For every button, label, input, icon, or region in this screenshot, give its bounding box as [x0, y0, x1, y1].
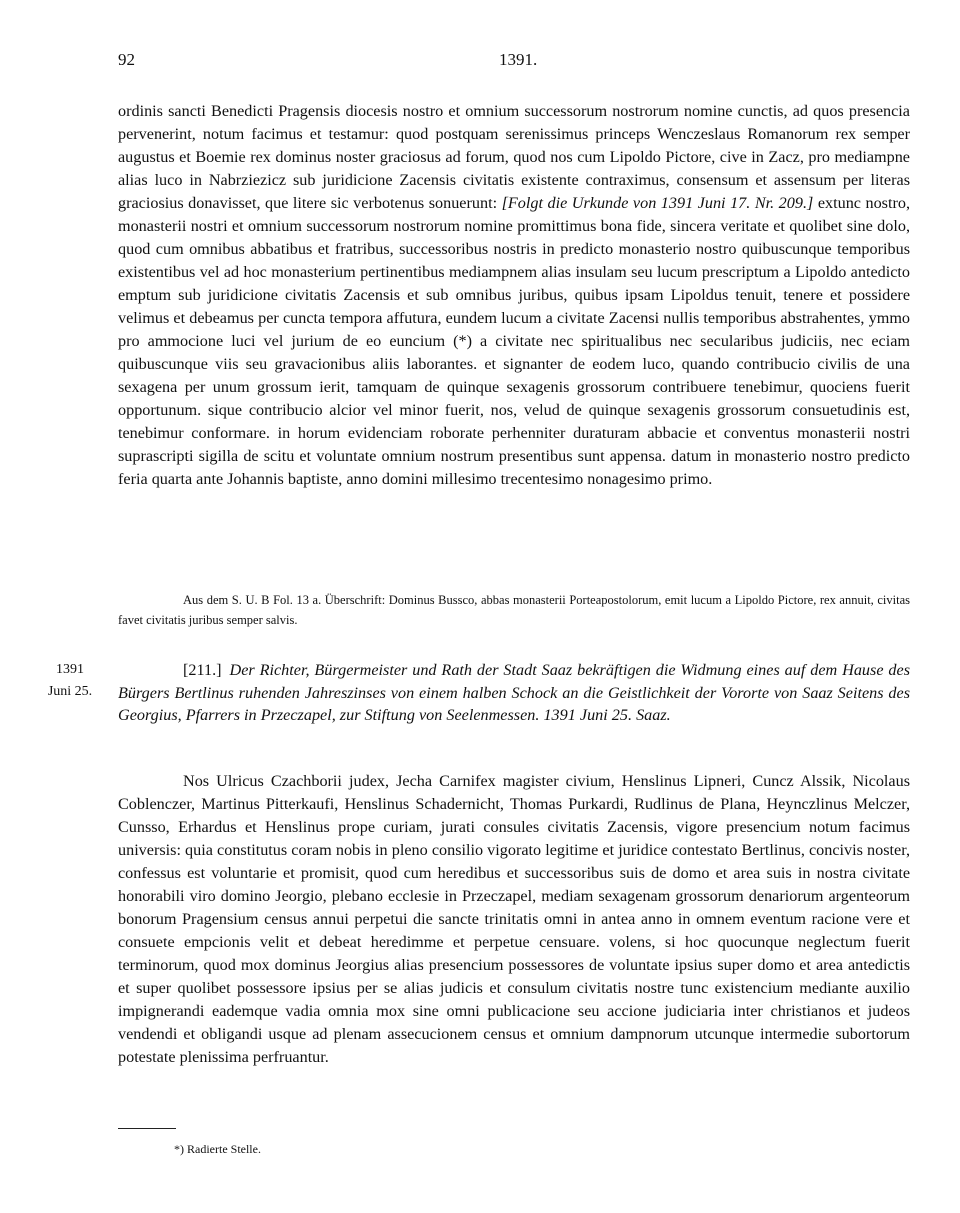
footnote-rule — [118, 1128, 176, 1129]
page-year-heading: 1391. — [499, 50, 538, 69]
page-number: 92 — [118, 50, 135, 69]
margin-day: Juni 25. — [47, 684, 93, 699]
margin-year: 1391 — [56, 662, 84, 677]
document-211-text: Nos Ulricus Czachborii judex, Jecha Carnifex magister civium, Henslinus Lipneri, Cuncz Alssik, Nicolaus Coblenczer, Martinus Pitterkaufi, Henslinus Schadernicht, Thomas Purkardi, Rudlinus de Plana, Heynczlinus Melczer, Cunsso, Erhardus et Henslinus prope curiam, jurati consules civitatis Zacensis, vigore presencium notum facimus universis: quia constitutus coram nobis in pleno consilio vigorato legitime et juridice contestato Bertlinus, concivis noster, confessus est voluntarie et promisit, quod cum heredibus et successoribus suis de domo et area suis in nostra civitate honorabili viro domino Jeorgio, plebano ecclesie in Przeczapel, mediam sexagenam grossorum denariorum argenteorum bonorum Pragensium census annui perpetui die sancte trinitatis omni in antea anno in omnem eventum racione vere et consuete empcionis velit et debeat heredimme et perpetue censuare. volens, si hoc quocunque neglectum fuerit terminorum, quod mox dominus Jeorgius alias presencium possessores de voluntate ipsius super domo et area antedictis et super quolibet possessore ipsius per se alias judicis et consulum civitatis nostre tunc existencium mediante auxilio impignerandi eademque vadia omnia mox sine omni publicacione seu accione judiciaria inter christianos et judeos vendendi et obligandi usque ad plenam assecucionem census et omnium dampnorum utcunque intermedie subortorum potestate plenissima perfruantur. — [118, 772, 910, 1066]
charter-body-text — [118, 100, 910, 491]
charter-text-part1: ordinis sancti Benedicti Pragensis diocesis nostro et omnium successorum nostrorum nomine cunctis, ad quos presencia pervenerint, notum facimus et testamur: quod postquam serenissimus princeps Wenczeslaus Romanorum rex semper augustus et Boemie rex dominus noster graciosus ad forum, quod nos cum Lipoldo Pictore, cive in Zacz, pro mediampne alias luco in Nabrziezicz sub juridicione Zacensis civitatis existente contraximus, consensum et assensum per literas graciosius donavisset, que litere sic verbotenus sonuerunt: — [118, 102, 910, 212]
editorial-note: [Folgt die Urkunde von 1391 Juni 17. Nr. 209.] — [501, 194, 814, 212]
running-head — [118, 50, 912, 74]
footnote: *) Radierte Stelle. — [174, 1142, 261, 1156]
source-note: Aus dem S. U. B Fol. 13 a. Überschrift: Dominus Bussco, abbas monasterii Porteapostolorum, emit lucum a Lipoldo Pictore, rex annuit, civitas favet civitatis juribus semper salvis. — [118, 593, 910, 627]
margin-date — [30, 659, 110, 703]
regest-text: Der Richter, Bürgermeister und Rath der Stadt Saaz bekräftigen die Widmung eines auf dem Hause des Bürgers Bertlinus ruhenden Jahreszinses von einem halben Schock an die Geistlichkeit der Vororte von Saaz Seitens des Georgius, Pfarrers in Przeczapel, zur Stiftung von Seelenmessen. 1391 Juni 25. Saaz. — [118, 661, 910, 725]
document-regest — [118, 659, 910, 727]
charter-text-part2: extunc nostro, monasterii nostri et omnium successorum nostrorum nomine promittimus bona fide, sincera veritate et quolibet sine dolo, quod cum omnibus abbatibus et fratribus, successoribus nostris in predicto monasterio nostro quibuscunque temporibus existentibus vel ad hoc monasterium pertinentibus mediampnem alias insulam seu lucum prescriptum a Lipoldo antedicto emptum sub juridicione civitatis Zacensis et sub omnibus juribus, quibus ipsam Lipoldus tenuit, tenere et possidere velimus et debeamus per cuncta tempora affutura, eundem lucum a civitate Zacensi nullis temporibus abstrahentes, ymmo pro ammocione luci vel jurium de eo euncium (*) a civitate nec spiritualibus nec secularibus judiciis, nec eciam quibuscunque viis seu gravacionibus aliis laborantes. et signanter de eodem luco, quando contribucio civilis de una sexagena per unum grossum ierit, tamquam de quinque sexagenis grossorum contribuere tenebimur, quociens fuerit opportunum. sique contribucio alcior vel minor fuerit, nos, velud de quinque sexagenis grossorum consuetudinis est, tenebimur conformare. in horum evidenciam roborate perhenniter duraturam abbacie et conventus monasterii nostri suprascripti sigilla de scitu et voluntate omnium nostrum presentibus sunt appensa. datum in monasterio nostro predicto feria quarta ante Johannis baptiste, anno domini millesimo trecentesimo nonagesimo primo. — [118, 194, 911, 488]
document-number: [211.] — [183, 661, 222, 679]
